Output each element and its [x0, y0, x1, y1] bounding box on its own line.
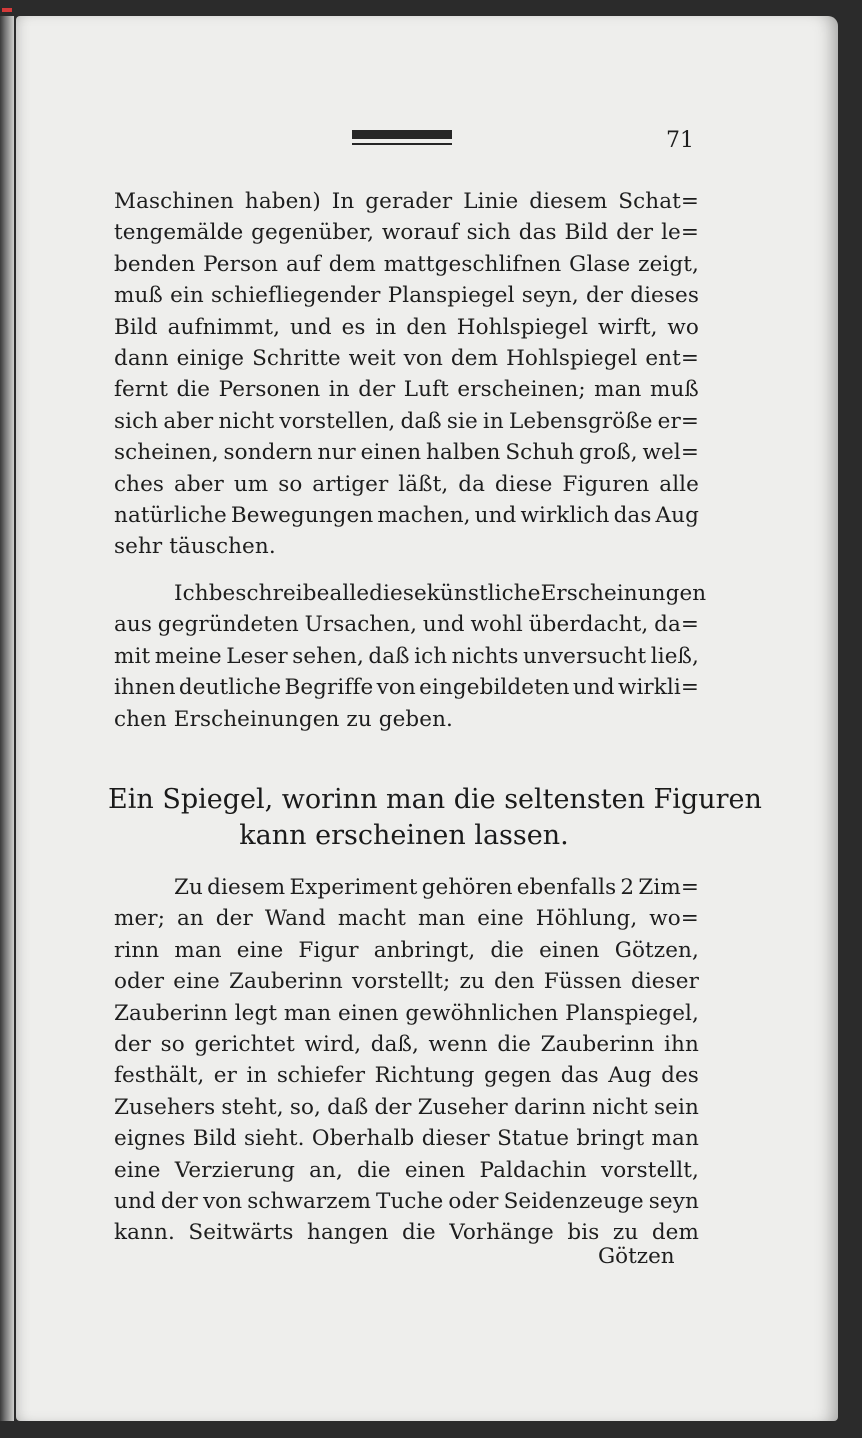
text-line: aus gegründeten Ursachen, und wohl überdacht, da=	[114, 612, 699, 638]
scan-marker	[2, 8, 12, 12]
text-line: der so gerichtet wird, daß, wenn die Zauberinn ihn	[114, 1031, 699, 1057]
book-spine	[0, 16, 14, 1421]
text-line: sehr täuschen.	[114, 534, 276, 560]
paragraph-1	[114, 186, 699, 563]
text-line: mit meine Leser sehen, daß ich nichts unversucht ließ,	[114, 643, 699, 669]
text-line: und der von schwarzem Tuche oder Seidenzeuge seyn	[114, 1188, 699, 1214]
text-line: dann einige Schritte weit von dem Hohlspiegel ent=	[114, 345, 699, 371]
text-line: fernt die Personen in der Luft erscheinen; man muß	[114, 377, 699, 403]
text-line: sich aber nicht vorstellen, daß sie in Lebensgröße er=	[114, 408, 699, 434]
page-number: 71	[666, 128, 694, 153]
text-line: tengemälde gegenüber, worauf sich das Bild der le=	[114, 220, 699, 246]
text-line: Ich beschreibe alle diese künstliche Erscheinungen	[174, 581, 707, 606]
text-line: mer; an der Wand macht man eine Höhlung, wo=	[114, 906, 699, 932]
catchword: Götzen	[598, 1244, 675, 1269]
text-line: ihnen deutliche Begriffe von eingebildeten und wirkli=	[114, 675, 699, 701]
text-line: eignes Bild sieht. Oberhalb dieser Statue bringt man	[114, 1126, 699, 1152]
paragraph-3	[114, 872, 699, 1249]
header-rule-thin	[352, 143, 452, 145]
text-line: ches aber um so artiger läßt, da diese Figuren alle	[114, 471, 699, 497]
text-line: oder eine Zauberinn vorstellt; zu den Füssen dieser	[114, 969, 699, 995]
text-line: Zu diesem Experiment gehören ebenfalls 2 Zim=	[174, 875, 699, 900]
text-line: kann. Seitwärts hangen die Vorhänge bis zu dem	[114, 1220, 699, 1246]
text-line: eine Verzierung an, die einen Paldachin vorstellt,	[114, 1157, 699, 1183]
text-line: Zusehers steht, so, daß der Zuseher darinn nicht sein	[114, 1094, 699, 1120]
heading-line-1: Ein Spiegel, worinn man die seltensten Figuren	[108, 784, 762, 815]
paragraph-2	[114, 578, 707, 735]
section-heading	[108, 782, 762, 854]
text-line: muß ein schiefliegender Planspiegel seyn, der dieses	[114, 283, 699, 309]
text-line: benden Person auf dem mattgeschlifnen Glase zeigt,	[114, 251, 699, 277]
text-line: festhält, er in schiefer Richtung gegen das Aug des	[114, 1063, 699, 1089]
text-line: scheinen, sondern nur einen halben Schuh groß, wel=	[114, 440, 699, 466]
text-line: rinn man eine Figur anbringt, die einen Götzen,	[114, 937, 699, 963]
text-line: Maschinen haben) In gerader Linie diesem Schat=	[114, 189, 699, 214]
text-line: natürliche Bewegungen machen, und wirklich das Aug	[114, 502, 699, 528]
header-rule	[352, 130, 452, 139]
heading-line-2: kann erscheinen lassen.	[239, 820, 569, 851]
text-line: Bild aufnimmt, und es in den Hohlspiegel wirft, wo	[114, 314, 699, 340]
text-line: Zauberinn legt man einen gewöhnlichen Planspiegel,	[114, 1000, 699, 1026]
text-line: chen Erscheinungen zu geben.	[114, 706, 453, 732]
